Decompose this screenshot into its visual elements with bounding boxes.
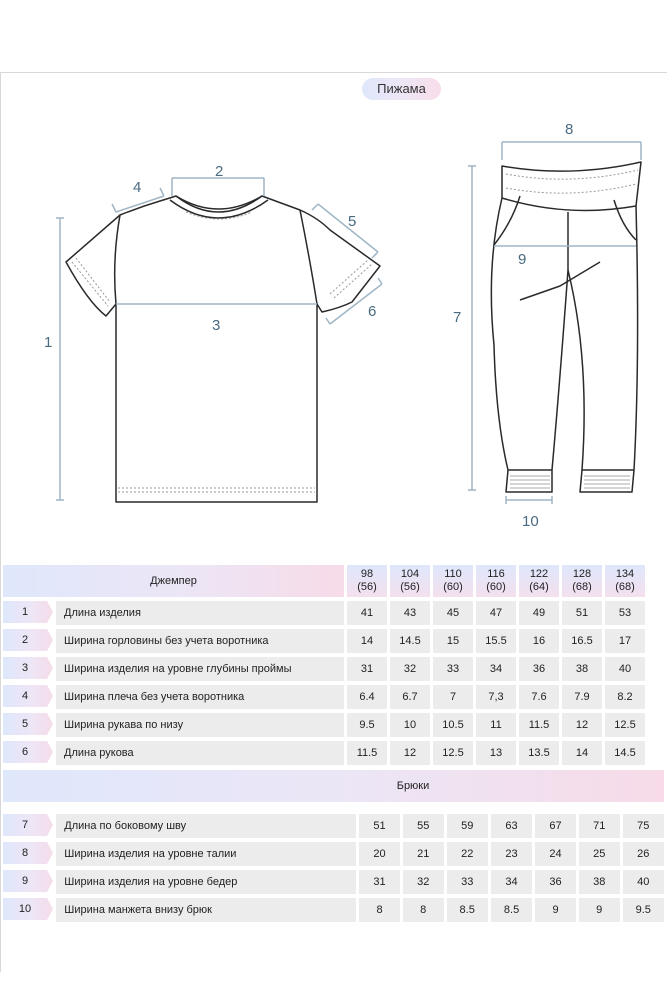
- row-number-tab: 4: [3, 685, 53, 709]
- cell-value: 33: [447, 870, 488, 894]
- pants-size-table: [0, 766, 667, 926]
- cell-value: 13: [476, 741, 516, 765]
- dim-label-4: 4: [133, 179, 142, 196]
- cell-value: 31: [359, 870, 400, 894]
- cell-value: 24: [535, 842, 576, 866]
- cell-value: 33: [433, 657, 473, 681]
- cell-value: 49: [519, 601, 559, 625]
- size-col-98: 98 (56): [347, 565, 387, 597]
- pants-outline: [491, 198, 637, 470]
- table-row: [3, 870, 664, 894]
- dim-label-10: 10: [522, 513, 539, 530]
- row-number-tab: 6: [3, 741, 53, 765]
- cell-value: 40: [623, 870, 664, 894]
- row-label: Ширина изделия на уровне глубины проймы: [56, 657, 344, 681]
- cell-value: 17: [605, 629, 645, 653]
- table-row: [3, 657, 645, 681]
- dim-label-3: 3: [212, 317, 221, 334]
- table-row: [3, 842, 664, 866]
- size-col-122: 122 (64): [519, 565, 559, 597]
- row-label: Ширина горловины без учета воротника: [56, 629, 344, 653]
- shirt-outline: [66, 196, 380, 502]
- size-col-116: 116 (60): [476, 565, 516, 597]
- table-row: [3, 898, 664, 922]
- cell-value: 7: [433, 685, 473, 709]
- cell-value: 55: [403, 814, 444, 838]
- cell-value: 40: [605, 657, 645, 681]
- dim-line-2: [172, 178, 264, 196]
- cell-value: 34: [476, 657, 516, 681]
- cell-value: 6.7: [390, 685, 430, 709]
- cell-value: 45: [433, 601, 473, 625]
- table-row: [3, 713, 645, 737]
- dim-line-5: [312, 204, 378, 258]
- row-label: Ширина рукава по низу: [56, 713, 344, 737]
- cell-value: 10.5: [433, 713, 473, 737]
- dim-label-9: 9: [518, 251, 527, 268]
- table-row: [3, 814, 664, 838]
- dim-line-10: [506, 496, 552, 504]
- cell-value: 23: [491, 842, 532, 866]
- cell-value: 9: [579, 898, 620, 922]
- cell-value: 15.5: [476, 629, 516, 653]
- row-number-tab: 3: [3, 657, 53, 681]
- table-row: [3, 741, 645, 765]
- cell-value: 12.5: [433, 741, 473, 765]
- cell-value: 26: [623, 842, 664, 866]
- cell-value: 12: [562, 713, 602, 737]
- cell-value: 11.5: [347, 741, 387, 765]
- cell-value: 75: [623, 814, 664, 838]
- row-number-tab: 10: [3, 898, 53, 922]
- cell-value: 51: [359, 814, 400, 838]
- cell-value: 9.5: [623, 898, 664, 922]
- cell-value: 12: [390, 741, 430, 765]
- dim-line-1: [56, 218, 64, 500]
- cell-value: 21: [403, 842, 444, 866]
- cell-value: 8.5: [447, 898, 488, 922]
- row-number-tab: 2: [3, 629, 53, 653]
- cell-value: 14.5: [605, 741, 645, 765]
- cell-value: 38: [562, 657, 602, 681]
- row-number-tab: 1: [3, 601, 53, 625]
- cell-value: 11: [476, 713, 516, 737]
- row-label: Длина рукова: [56, 741, 344, 765]
- cell-value: 43: [390, 601, 430, 625]
- dim-label-2: 2: [215, 163, 224, 180]
- dim-line-8: [502, 142, 641, 160]
- cell-value: 7,3: [476, 685, 516, 709]
- cell-value: 10: [390, 713, 430, 737]
- dim-label-5: 5: [348, 213, 357, 230]
- row-label: Ширина изделия на уровне бедер: [56, 870, 356, 894]
- cell-value: 14: [562, 741, 602, 765]
- table-row: [3, 629, 645, 653]
- cell-value: 8.2: [605, 685, 645, 709]
- row-label: Ширина изделия на уровне талии: [56, 842, 356, 866]
- cell-value: 12.5: [605, 713, 645, 737]
- dim-label-7: 7: [453, 309, 462, 326]
- pants-header: Брюки: [3, 770, 664, 802]
- row-number-tab: 5: [3, 713, 53, 737]
- cell-value: 22: [447, 842, 488, 866]
- jumper-header: Джемпер: [3, 565, 344, 597]
- row-label: Ширина манжета внизу брюк: [56, 898, 356, 922]
- cell-value: 11.5: [519, 713, 559, 737]
- cell-value: 8: [359, 898, 400, 922]
- cell-value: 6.4: [347, 685, 387, 709]
- size-col-128: 128 (68): [562, 565, 602, 597]
- cell-value: 8: [403, 898, 444, 922]
- size-col-110: 110 (60): [433, 565, 473, 597]
- cell-value: 16: [519, 629, 559, 653]
- table-row: [3, 685, 645, 709]
- cell-value: 51: [562, 601, 602, 625]
- dim-label-6: 6: [368, 303, 377, 320]
- cell-value: 25: [579, 842, 620, 866]
- table-row: [3, 601, 645, 625]
- cell-value: 9.5: [347, 713, 387, 737]
- row-number-tab: 7: [3, 814, 53, 838]
- cell-value: 34: [491, 870, 532, 894]
- cell-value: 41: [347, 601, 387, 625]
- jumper-size-table: [0, 561, 648, 769]
- cell-value: 71: [579, 814, 620, 838]
- row-label: Длина по боковому шву: [56, 814, 356, 838]
- cell-value: 13.5: [519, 741, 559, 765]
- cell-value: 67: [535, 814, 576, 838]
- cell-value: 53: [605, 601, 645, 625]
- dim-label-8: 8: [565, 121, 574, 138]
- cell-value: 7.9: [562, 685, 602, 709]
- cell-value: 38: [579, 870, 620, 894]
- row-number-tab: 8: [3, 842, 53, 866]
- row-label: Длина изделия: [56, 601, 344, 625]
- cell-value: 14: [347, 629, 387, 653]
- cell-value: 47: [476, 601, 516, 625]
- row-number-tab: 9: [3, 870, 53, 894]
- cell-value: 14.5: [390, 629, 430, 653]
- size-col-104: 104 (56): [390, 565, 430, 597]
- dim-label-1: 1: [44, 334, 53, 351]
- cell-value: 16.5: [562, 629, 602, 653]
- cell-value: 7.6: [519, 685, 559, 709]
- cell-value: 20: [359, 842, 400, 866]
- row-label: Ширина плеча без учета воротника: [56, 685, 344, 709]
- cell-value: 63: [491, 814, 532, 838]
- cell-value: 36: [535, 870, 576, 894]
- dim-line-7: [468, 166, 476, 490]
- cell-value: 9: [535, 898, 576, 922]
- cell-value: 36: [519, 657, 559, 681]
- cell-value: 59: [447, 814, 488, 838]
- size-col-134: 134 (68): [605, 565, 645, 597]
- cell-value: 32: [403, 870, 444, 894]
- pants-waistband: [502, 162, 641, 211]
- cell-value: 32: [390, 657, 430, 681]
- cell-value: 8.5: [491, 898, 532, 922]
- cell-value: 15: [433, 629, 473, 653]
- cell-value: 31: [347, 657, 387, 681]
- page-title: Пижама: [362, 78, 441, 100]
